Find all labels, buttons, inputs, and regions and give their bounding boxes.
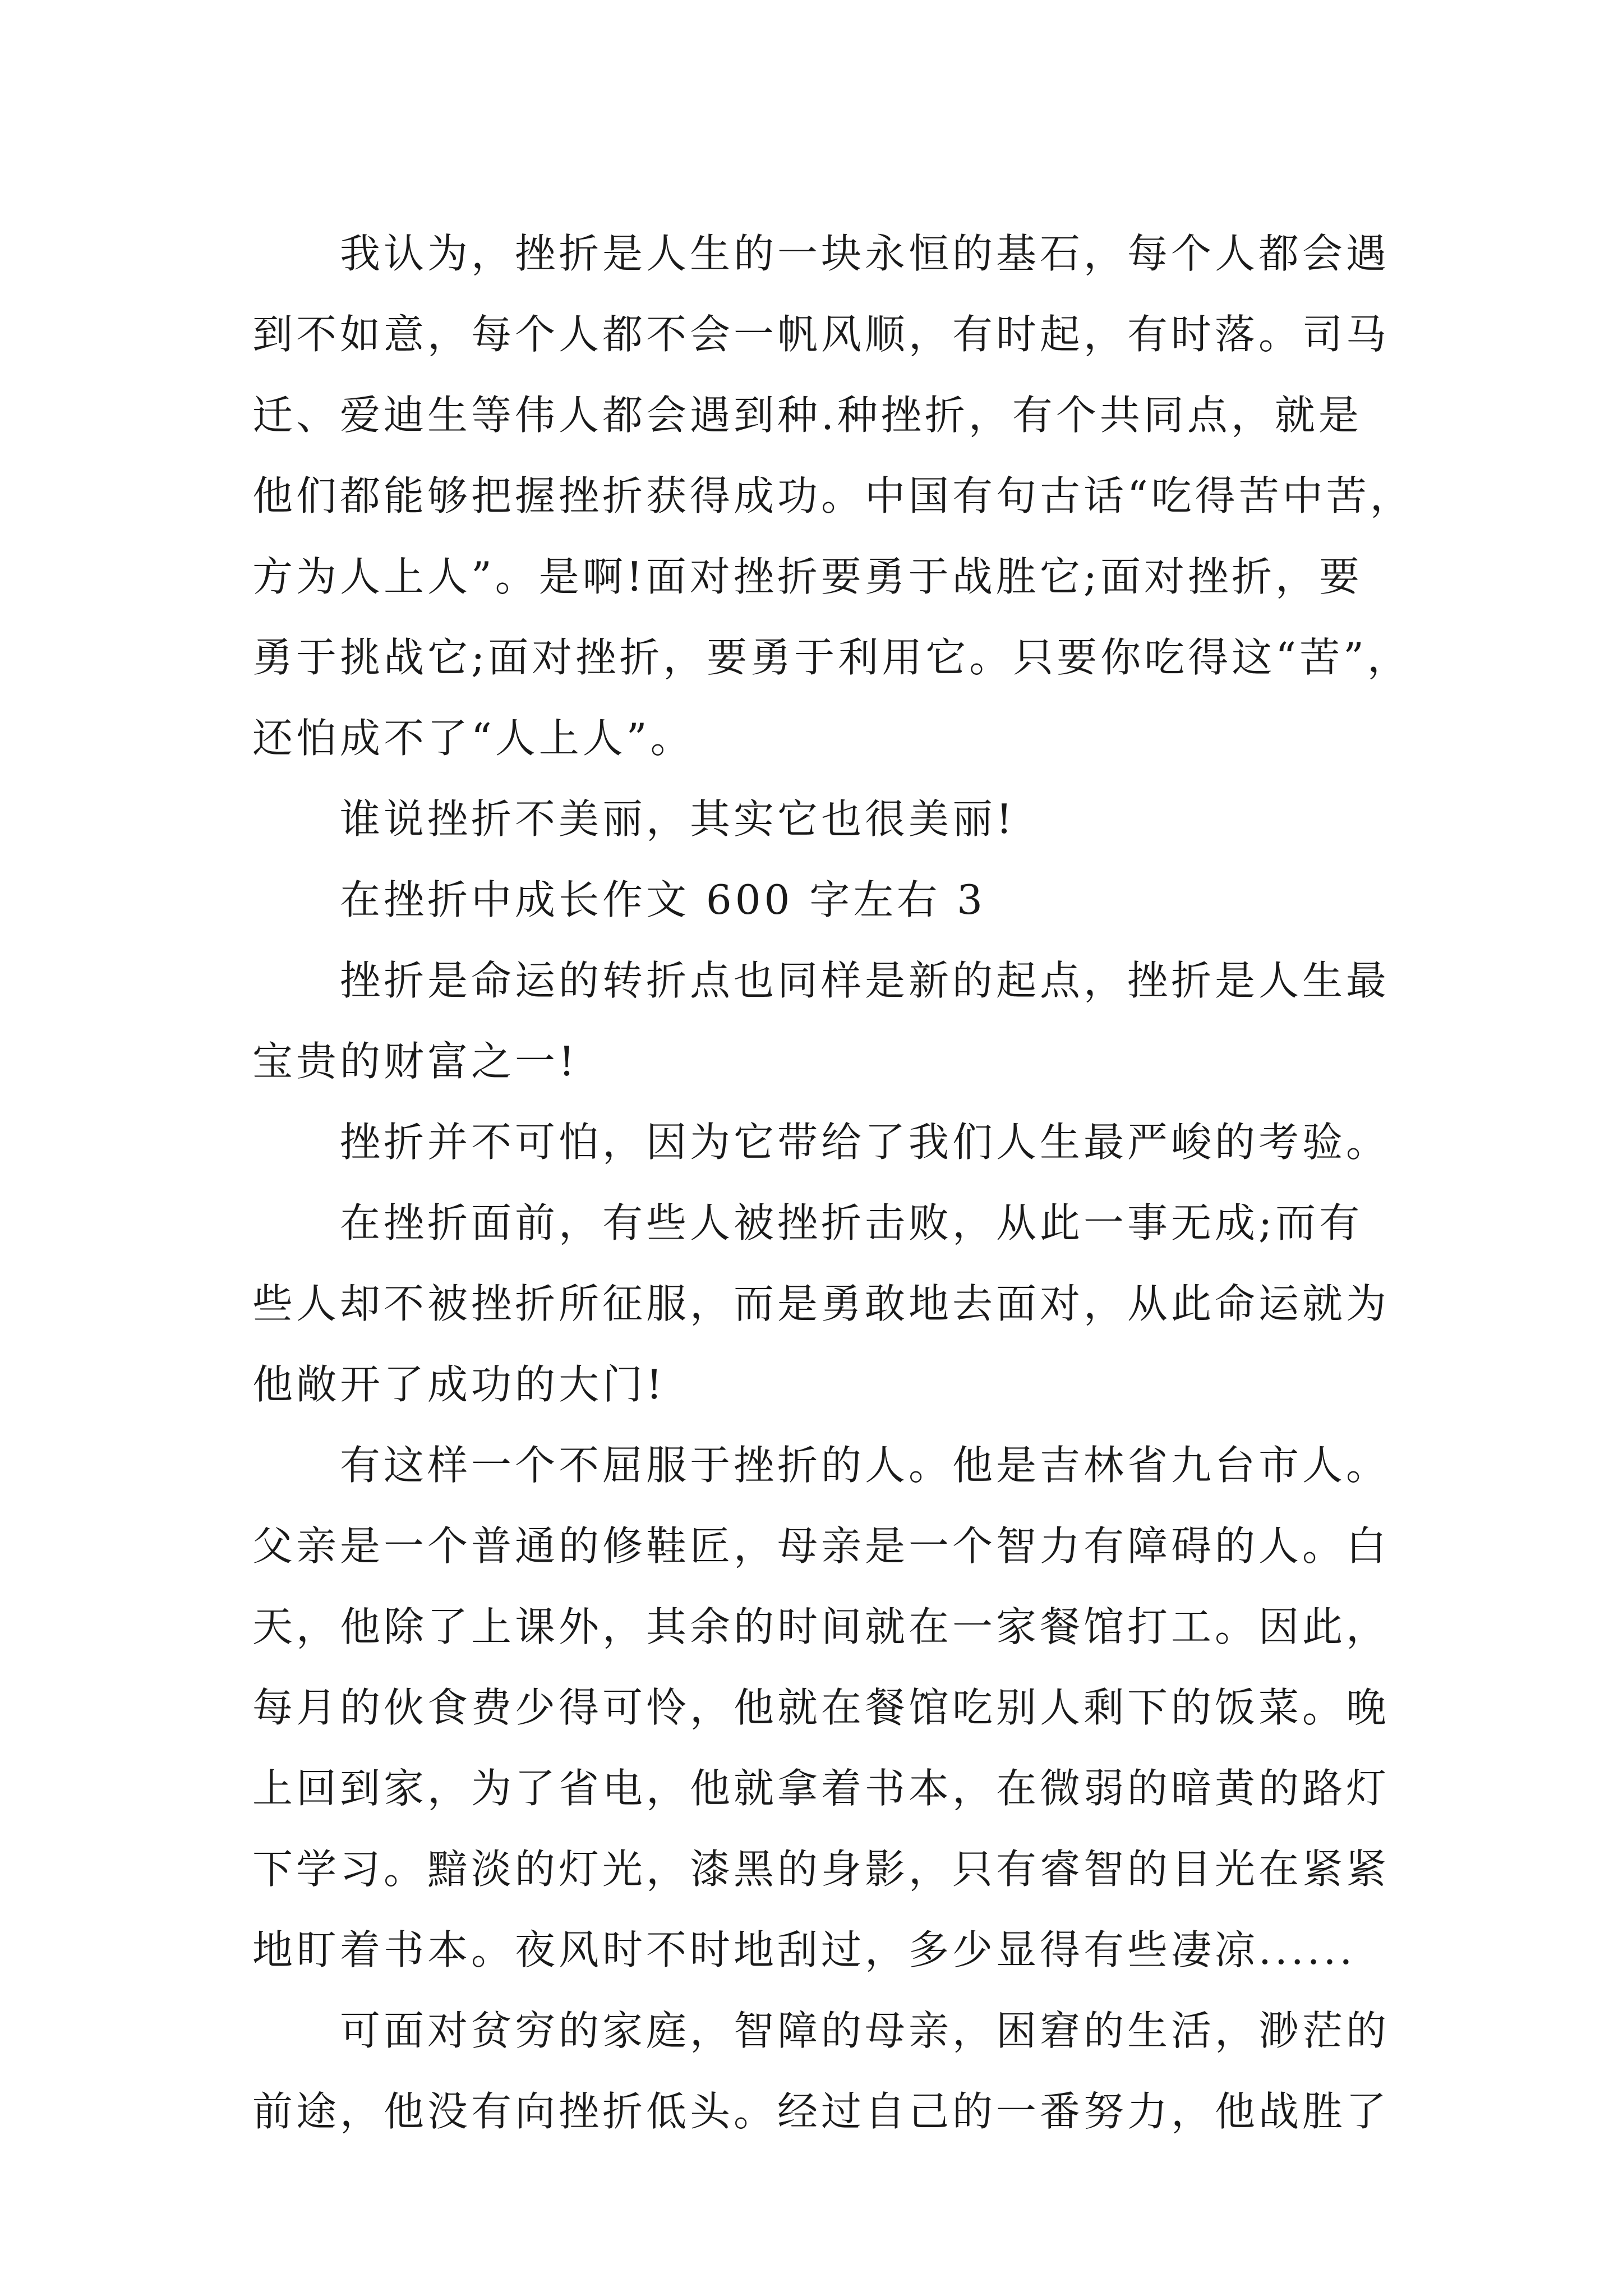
text-line: 地盯着书本。夜风时不时地刮过，多少显得有些凄凉...... bbox=[252, 1926, 1356, 1973]
text-line: 还怕成不了“人上人”。 bbox=[252, 715, 694, 762]
text-line: 上回到家，为了省电，他就拿着书本，在微弱的暗黄的路灯 bbox=[252, 1765, 1390, 1812]
text-line: 挫折是命运的转折点也同样是新的起点，挫折是人生最 bbox=[252, 957, 1390, 1004]
text-line: 到不如意，每个人都不会一帆风顺，有时起，有时落。司马 bbox=[252, 311, 1390, 358]
text-line: 迁、爱迪生等伟人都会遇到种.种挫折，有个共同点，就是 bbox=[252, 392, 1362, 439]
text-line: 挫折并不可怕，因为它带给了我们人生最严峻的考验。 bbox=[252, 1119, 1390, 1166]
text-line: 有这样一个不屈服于挫折的人。他是吉林省九台市人。 bbox=[252, 1442, 1390, 1489]
text-line: 在挫折面前，有些人被挫折击败，从此一事无成;而有 bbox=[252, 1199, 1363, 1246]
text-line: 谁说挫折不美丽，其实它也很美丽! bbox=[252, 795, 1016, 843]
text-line: 可面对贫穷的家庭，智障的母亲，困窘的生活，渺茫的 bbox=[252, 2007, 1390, 2054]
text-line: 他们都能够把握挫折获得成功。中国有句古话“吃得苦中苦， bbox=[252, 472, 1414, 519]
text-line: 每月的伙食费少得可怜，他就在餐馆吃别人剩下的饭菜。晚 bbox=[252, 1684, 1390, 1731]
section-heading: 在挫折中成长作文 600 字左右 3 bbox=[252, 876, 986, 923]
text-line: 些人却不被挫折所征服，而是勇敢地去面对，从此命运就为 bbox=[252, 1280, 1390, 1327]
text-line: 父亲是一个普通的修鞋匠，母亲是一个智力有障碍的人。白 bbox=[252, 1522, 1390, 1570]
text-line: 他敞开了成功的大门! bbox=[252, 1361, 666, 1408]
text-line: 下学习。黯淡的灯光，漆黑的身影，只有睿智的目光在紧紧 bbox=[252, 1846, 1390, 1893]
text-line: 前途，他没有向挫折低头。经过自己的一番努力，他战胜了 bbox=[252, 2088, 1390, 2135]
text-line: 宝贵的财富之一! bbox=[252, 1038, 578, 1085]
text-line: 勇于挑战它;面对挫折，要勇于利用它。只要你吃得这“苦”， bbox=[252, 634, 1411, 681]
text-line: 我认为，挫折是人生的一块永恒的基石，每个人都会遇 bbox=[252, 230, 1390, 277]
text-line: 方为人上人”。是啊!面对挫折要勇于战胜它;面对挫折，要 bbox=[252, 553, 1363, 600]
document-body bbox=[252, 213, 1414, 2152]
text-line: 天，他除了上课外，其余的时间就在一家餐馆打工。因此， bbox=[252, 1603, 1390, 1650]
